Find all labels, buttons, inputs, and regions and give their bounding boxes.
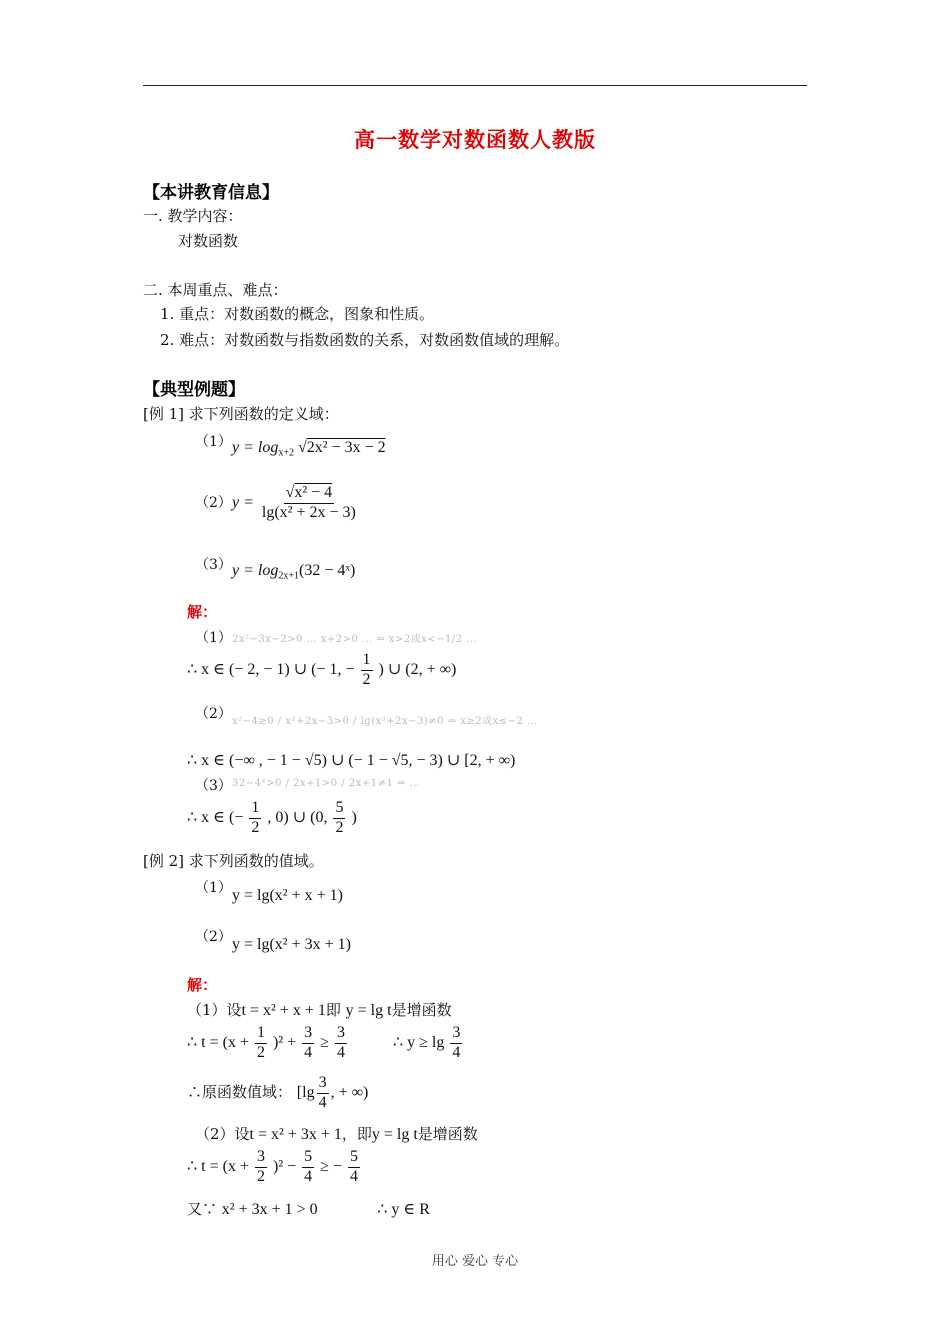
ex1-sol-3-fraction-2 [333,800,345,837]
ex2-l3-a: ∴原函数值域： [187,1082,293,1101]
ex2-l1-d: y = lg t [345,1002,392,1019]
ex2-l4-c: ，即 [341,1125,372,1143]
frac-den: 4 [304,1167,313,1185]
ex1-solution-label: 解： [187,603,218,621]
ex1-sol-1-result-b: ) ∪ (2, + ∞) [378,660,457,678]
ex1-sol-3-fraction-1 [249,800,261,837]
ex1-f3-arg: (32 − 4ˣ) [298,562,356,579]
ex2-sol-line-4 [195,1123,478,1144]
frac-den: 2 [362,670,371,688]
ex2-l3-expr [296,1074,369,1111]
ex2-l1-c: 即 [325,1001,341,1019]
ex1-item-2-number: （2） [195,495,232,511]
section-heading-examples: 【典型例题】 [143,380,245,400]
ex2-l6-b: x² + 3x + 1 > 0 [221,1201,318,1218]
ex2-l2-frac-1 [255,1025,267,1062]
ex1-sol-3-system: 32−4ˣ>0 / 2x+1>0 / 2x+1≠1 ⇒ … [232,778,421,789]
frac-num: 3 [255,1149,267,1168]
ex2-l4-d: y = lg t [371,1126,418,1143]
example-1-label: [例 1] 求下列函数的定义域： [143,405,339,423]
ex1-formula-3 [232,562,355,580]
ex2-formula-2: y = lg(x² + 3x + 1) [232,936,351,953]
frac-num: 5 [302,1149,314,1168]
ex2-l4-a: （2）设 [195,1125,250,1143]
ex2-sol-line-5 [187,1149,362,1186]
frac-num: 1 [255,1025,267,1044]
ex1-sol-3-result [187,800,357,837]
ex2-sol-line-2 [187,1025,464,1062]
frac-num: 3 [450,1025,462,1044]
ex2-l3-frac [317,1075,329,1112]
ex2-l2-b: )² + [273,1033,297,1051]
frac-den: 4 [318,1093,327,1111]
ex1-sol-1-number: （1） [195,630,232,646]
frac-den: 4 [452,1043,461,1061]
page-footer: 用心 爱心 专心 [431,1254,519,1269]
ex1-sol-1-system: 2x²−3x−2>0 … x+2>0 … ⇒ x>2或x<−1/2 … [232,634,477,645]
frac-num: 3 [302,1025,314,1044]
ex1-f2-numerator: x² − 4 [294,484,333,501]
ex2-l5-c: ≥ − [320,1157,342,1175]
frac-num: 5 [333,800,345,819]
ex1-f1-base: x+2 [278,447,294,459]
ex2-l2-d: ∴ y ≥ lg [392,1033,445,1051]
ex2-l5-frac-1 [255,1149,267,1186]
ex2-item-2-number: （2） [195,929,232,945]
ex1-sol-1-fraction [361,652,373,689]
ex2-l6-a: 又∵ [187,1200,218,1218]
ex2-l3-c: , + ∞) [330,1083,369,1101]
example-2-label: [例 2] 求下列函数的值域。 [143,852,324,870]
ex2-l2-a: ∴ t = (x + [187,1033,249,1051]
ex1-formula-2 [232,485,360,522]
ex2-item-1-number: （1） [195,880,232,896]
ex2-l5-frac-2 [302,1149,314,1186]
ex2-l6-c: ∴ y ∈ R [377,1201,430,1218]
ex1-sol-3-result-c: ) [351,808,357,826]
ex1-f1-radicand: 2x² − 3x − 2 [306,439,386,456]
frac-den: 2 [251,818,260,836]
ex1-f2-denominator: lg(x² + 2x − 3) [261,503,356,521]
ex2-l5-b: )² − [273,1157,297,1175]
frac-num: 3 [317,1075,329,1094]
frac-num: 1 [249,800,261,819]
ex2-sol-line-6 [187,1198,430,1219]
ex2-formula-1: y = lg(x² + x + 1) [232,887,343,904]
ex2-l3-b: [lg [296,1083,315,1101]
ex2-l2-frac-3 [335,1025,347,1062]
header-rule [143,85,807,86]
ex1-sol-2-system: x²−4≥0 / x²+2x−3>0 / lg(x²+2x−3)≠0 ⇒ x≥2或x≤−2 … [232,716,538,727]
frac-den: 2 [257,1167,265,1185]
ex2-solution-label: 解： [187,976,218,994]
ex1-formula-1: $y = \log_{x+2} √2x^2 - 3x - 2$ [232,439,386,459]
ex2-sol-line-1 [187,999,452,1020]
item-teaching-content-body: 对数函数 [178,232,239,250]
frac-den: 2 [257,1043,265,1061]
ex2-l1-a: （1）设 [187,1001,242,1019]
ex1-sol-3-number: （3） [195,778,232,794]
section-heading-info: 【本讲教育信息】 [143,183,279,203]
ex2-l1-b: t = x² + x + 1 [241,1002,326,1019]
frac-num: 5 [348,1149,360,1168]
frac-den: 4 [349,1167,358,1185]
ex1-f3-main: y = log [232,562,279,579]
item-teaching-content: 一. 教学内容： [143,207,243,225]
ex2-l4-e: 是增函数 [417,1125,478,1143]
frac-den: 2 [335,818,344,836]
ex2-l5-a: ∴ t = (x + [187,1157,249,1175]
ex1-sol-3-result-a: ∴ x ∈ (− [187,808,244,826]
ex1-f3-base: 2x+1 [278,570,299,582]
key-point-2: 2. 难点：对数函数与指数函数的关系，对数函数值域的理解。 [160,331,570,349]
key-point-1: 1. 重点：对数函数的概念，图象和性质。 [160,305,435,323]
ex2-l2-c: ≥ [320,1033,329,1051]
ex2-l2-frac-4 [450,1025,462,1062]
ex2-l4-b: t = x² + 3x + 1 [249,1126,342,1143]
ex1-f2-lhs: y = [232,493,254,511]
ex1-item-3-number: （3） [195,557,232,573]
item-key-points: 二. 本周重点、难点： [143,281,288,299]
ex2-l1-e: 是增函数 [391,1001,452,1019]
page-title: 高一数学对数函数人教版 [354,127,596,152]
ex1-f2-fraction: $\frac{\text{√x² − 4}}{\text{lg(x² + 2x − 3)}}$ [261,484,356,521]
ex2-sol-line-3 [187,1075,368,1112]
ex1-sol-3-result-b: , 0) ∪ (0, [267,808,328,826]
frac-den: 4 [304,1043,313,1061]
ex1-item-1-number: （1） [195,434,232,450]
frac-den: 4 [336,1043,345,1061]
ex2-l2-frac-2 [302,1025,314,1062]
frac-num: 3 [335,1025,347,1044]
frac-num: 1 [361,652,373,671]
ex1-sol-2-number: （2） [195,706,232,722]
ex1-sol-2-result: ∴ x ∈ (−∞ , − 1 − √5) ∪ (− 1 − √5, − 3) ∪ [2, + ∞) [187,752,516,769]
ex1-f1-main: y = log [232,439,279,456]
ex1-sol-1-result [187,652,456,689]
ex1-sol-1-result-a: ∴ x ∈ (− 2, − 1) ∪ (− 1, − [187,660,355,678]
ex2-l5-frac-3 [348,1149,360,1186]
